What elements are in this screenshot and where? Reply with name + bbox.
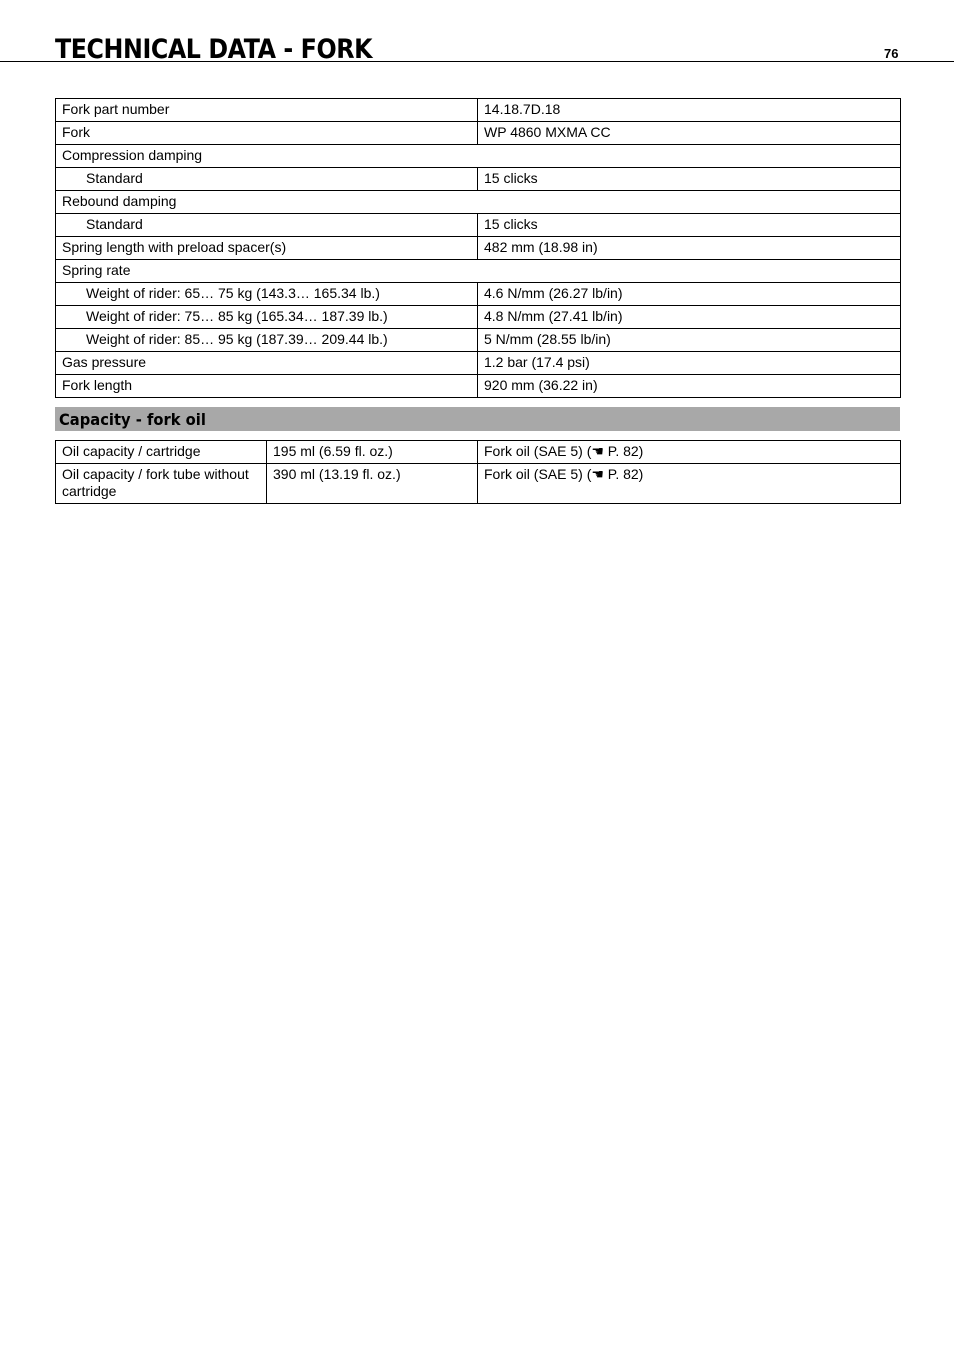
table-row [56, 191, 901, 214]
row-value: 482 mm (18.98 in) [478, 237, 901, 260]
table-row [56, 329, 901, 352]
table-row [56, 283, 901, 306]
row-label: Gas pressure [56, 352, 478, 375]
row-value: 1.2 bar (17.4 psi) [478, 352, 901, 375]
row-value: 14.18.7D.18 [478, 99, 901, 122]
row-value: 4.6 N/mm (26.27 lb/in) [478, 283, 901, 306]
table-row [56, 99, 901, 122]
row-amount: 390 ml (13.19 fl. oz.) [267, 464, 478, 504]
row-label: Oil capacity / cartridge [56, 441, 267, 464]
row-oil-reference: Fork oil (SAE 5) (☚ P. 82) [478, 441, 901, 464]
row-label: Fork part number [56, 99, 478, 122]
group-heading: Compression damping [56, 145, 901, 168]
section-header-bar [55, 407, 900, 431]
table-row [56, 464, 901, 504]
group-heading: Rebound damping [56, 191, 901, 214]
table-row [56, 352, 901, 375]
header-rule [0, 61, 954, 62]
fork-spec-table [55, 98, 901, 398]
row-label: Weight of rider: 85… 95 kg (187.39… 209.44 lb.) [56, 329, 478, 352]
row-label: Standard [56, 214, 478, 237]
row-label: Fork length [56, 375, 478, 398]
table-row [56, 145, 901, 168]
table-row [56, 168, 901, 191]
table-row [56, 441, 901, 464]
row-label: Weight of rider: 75… 85 kg (165.34… 187.39 lb.) [56, 306, 478, 329]
table-row [56, 306, 901, 329]
row-label: Oil capacity / fork tube without cartridge [56, 464, 267, 504]
row-label: Fork [56, 122, 478, 145]
row-value: 5 N/mm (28.55 lb/in) [478, 329, 901, 352]
row-label: Standard [56, 168, 478, 191]
row-value: WP 4860 MXMA CC [478, 122, 901, 145]
row-label: Spring length with preload spacer(s) [56, 237, 478, 260]
table-row [56, 375, 901, 398]
row-amount: 195 ml (6.59 fl. oz.) [267, 441, 478, 464]
table-row [56, 122, 901, 145]
group-heading: Spring rate [56, 260, 901, 283]
oil-capacity-table [55, 440, 901, 504]
page-title: TECHNICAL DATA - FORK [55, 34, 373, 65]
table-row [56, 214, 901, 237]
row-label: Weight of rider: 65… 75 kg (143.3… 165.34 lb.) [56, 283, 478, 306]
table-row [56, 237, 901, 260]
row-value: 15 clicks [478, 214, 901, 237]
section-title: Capacity - fork oil [59, 410, 206, 429]
row-value: 4.8 N/mm (27.41 lb/in) [478, 306, 901, 329]
row-value: 15 clicks [478, 168, 901, 191]
row-value: 920 mm (36.22 in) [478, 375, 901, 398]
page-number: 76 [884, 46, 899, 61]
table-row [56, 260, 901, 283]
row-oil-reference: Fork oil (SAE 5) (☚ P. 82) [478, 464, 901, 504]
